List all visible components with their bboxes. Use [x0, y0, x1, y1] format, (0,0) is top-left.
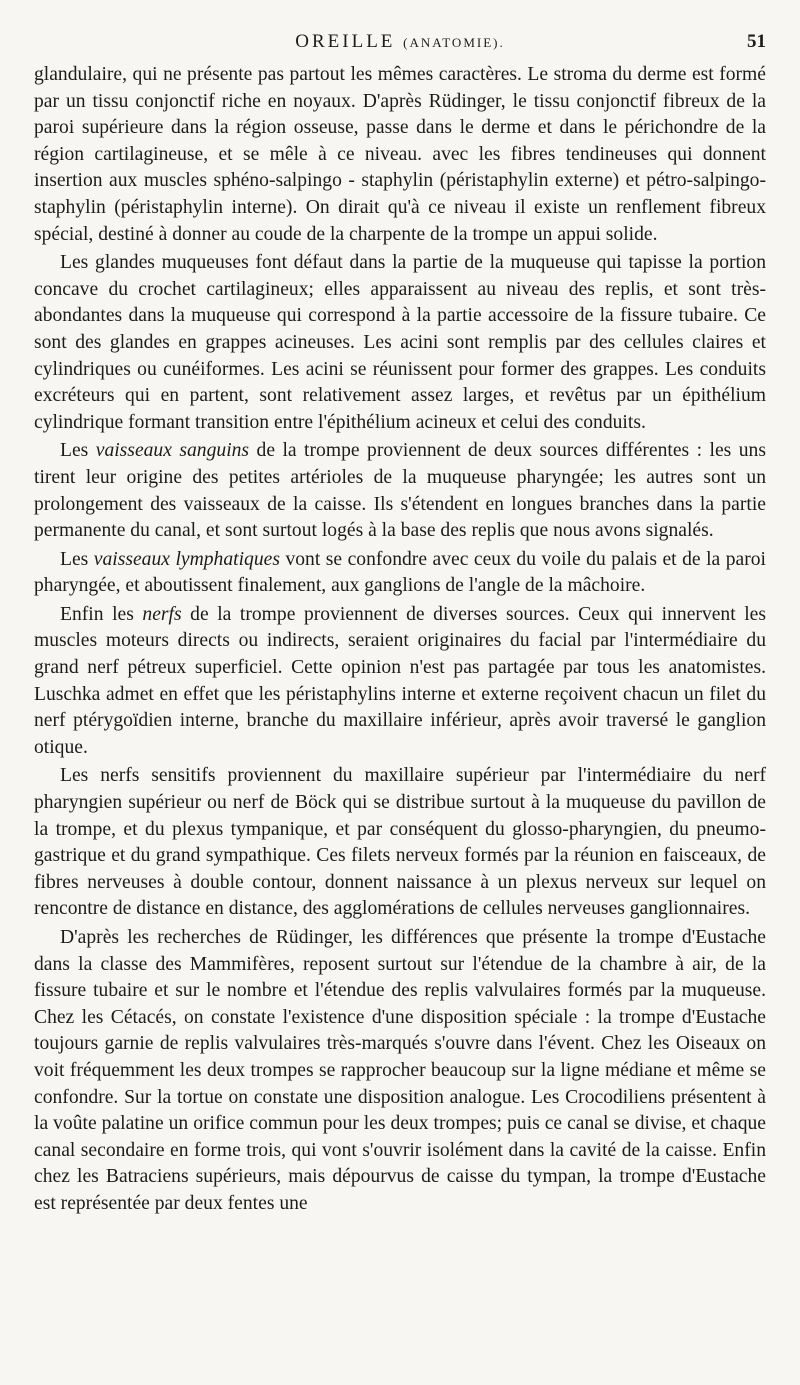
- text-run: D'après les recherches de Rüdinger, les différences que présente la trompe d'Eustache dans la classe des Mammifères, reposent surtout sur l'étendue de la chambre à air, de la fissure tubaire et sur le nombre et l'étendue des replis valvulaires formés par la muqueuse. Chez les Cétacés, on constate l'existence d'une disposition spéciale : la trompe d'Eustache toujours garnie de replis valvulaires très-marqués s'ouvre dans l'évent. Chez les Oiseaux on voit fréquemment les deux trompes se rapprocher beaucoup sur la ligne médiane et même se confondre. Sur la tortue on constate une disposition analogue. Les Crocodiliens présentent à la voûte palatine un orifice commun pour les deux trompes; puis ce canal se divise, et chaque canal secondaire en forme trois, qui vont s'ouvrir isolément dans la cavité de la caisse. Enfin chez les Batraciens supérieurs, mais dépourvus de caisse du tympan, la trompe d'Eustache est représentée par deux fentes une: [34, 927, 766, 1214]
- text-run: glandulaire, qui ne présente pas partout les mêmes caractères. Le stroma du derme est formé par un tissu conjonctif riche en noyaux. D'après Rüdinger, le tissu conjonctif fibreux de la paroi supérieure dans la région osseuse, passe dans le derme et dans le périchondre de la région cartilagineuse, et se mêle à ce niveau. avec les fibres tendineuses qui donnent insertion aux muscles sphéno-salpingo - staphylin (péristaphylin externe) et pétro-salpingo-staphylin (péristaphylin interne). On dirait qu'à ce niveau il existe un renflement fibreux spécial, destiné à donner au coude de la charpente de la trompe un appui solide.: [34, 64, 766, 245]
- text-run: Les glandes muqueuses font défaut dans la partie de la muqueuse qui tapisse la portion concave du crochet cartilagineux; elles apparaissent au niveau des replis, et sont très-abondantes dans la muqueuse qui correspond à la partie accessoire de la fissure tubaire. Ce sont des glandes en grappes acineuses. Les acini sont remplis par des cellules claires et cylindriques ou cunéiformes. Les acini se réunissent pour former des grappes. Les conduits excréteurs qui en partent, sont relativement assez larges, et revêtus par un épithélium cylindrique formant transition entre l'épithélium acineux et celui des conduits.: [34, 252, 766, 433]
- italic-term: nerfs: [142, 603, 182, 625]
- book-page: [34, 22, 766, 1220]
- paragraph: [34, 763, 766, 923]
- paragraph: [34, 62, 766, 248]
- body-text: [34, 62, 766, 1218]
- running-title-subtitle: (ANATOMIE).: [403, 35, 505, 50]
- paragraph: [34, 438, 766, 544]
- paragraph: [34, 602, 766, 762]
- running-title: [295, 31, 504, 52]
- text-run: Enfin les: [60, 603, 143, 625]
- page-number: 51: [747, 31, 766, 52]
- running-header: [34, 22, 766, 62]
- text-run: Les: [60, 440, 96, 462]
- text-run: vont se confondre avec ceux du voile du palais et de la paroi pharyngée, et aboutissent finalement, aux ganglions de l'angle de la mâchoire.: [34, 548, 766, 597]
- italic-term: vaisseaux lymphatiques: [93, 548, 280, 570]
- text-run: de la trompe proviennent de deux sources différentes : les uns tirent leur origine des petites artérioles de la muqueuse pharyngée; les autres sont un prolongement des vaisseaux de la caisse. Ils s'étendent en longues branches dans la partie permanente du canal, et sont surtout logés à la base des replis que nous avons signalés.: [34, 440, 766, 542]
- text-run: de la trompe proviennent de diverses sources. Ceux qui innervent les muscles moteurs directs ou indirects, seraient originaires du facial par l'intermédiaire du grand nerf pétreux superficiel. Cette opinion n'est pas partagée par tous les anatomistes. Luschka admet en effet que les péristaphylins interne et externe reçoivent chacun un filet du nerf ptérygoïdien interne, branche du maxillaire inférieur, après avoir traversé le ganglion otique.: [34, 603, 766, 758]
- paragraph: [34, 250, 766, 436]
- running-title-main: OREILLE: [295, 31, 396, 52]
- text-run: Les: [60, 548, 94, 570]
- paragraph: [34, 925, 766, 1218]
- text-run: Les nerfs sensitifs proviennent du maxillaire supérieur par l'intermédiaire du nerf pharyngien supérieur ou nerf de Böck qui se distribue surtout à la muqueuse du pavillon de la trompe, et du plexus tympanique, et par conséquent du glosso-pharyngien, du pneumo-gastrique et du grand sympathique. Ces filets nerveux formés par la réunion en faisceaux, de fibres nerveuses à double contour, donnent naissance à un plexus nerveux sur lequel on rencontre de distance en distance, des agglomérations de cellules nerveuses ganglionnaires.: [34, 765, 766, 920]
- paragraph: [34, 547, 766, 600]
- italic-term: vaisseaux sanguins: [95, 440, 250, 462]
